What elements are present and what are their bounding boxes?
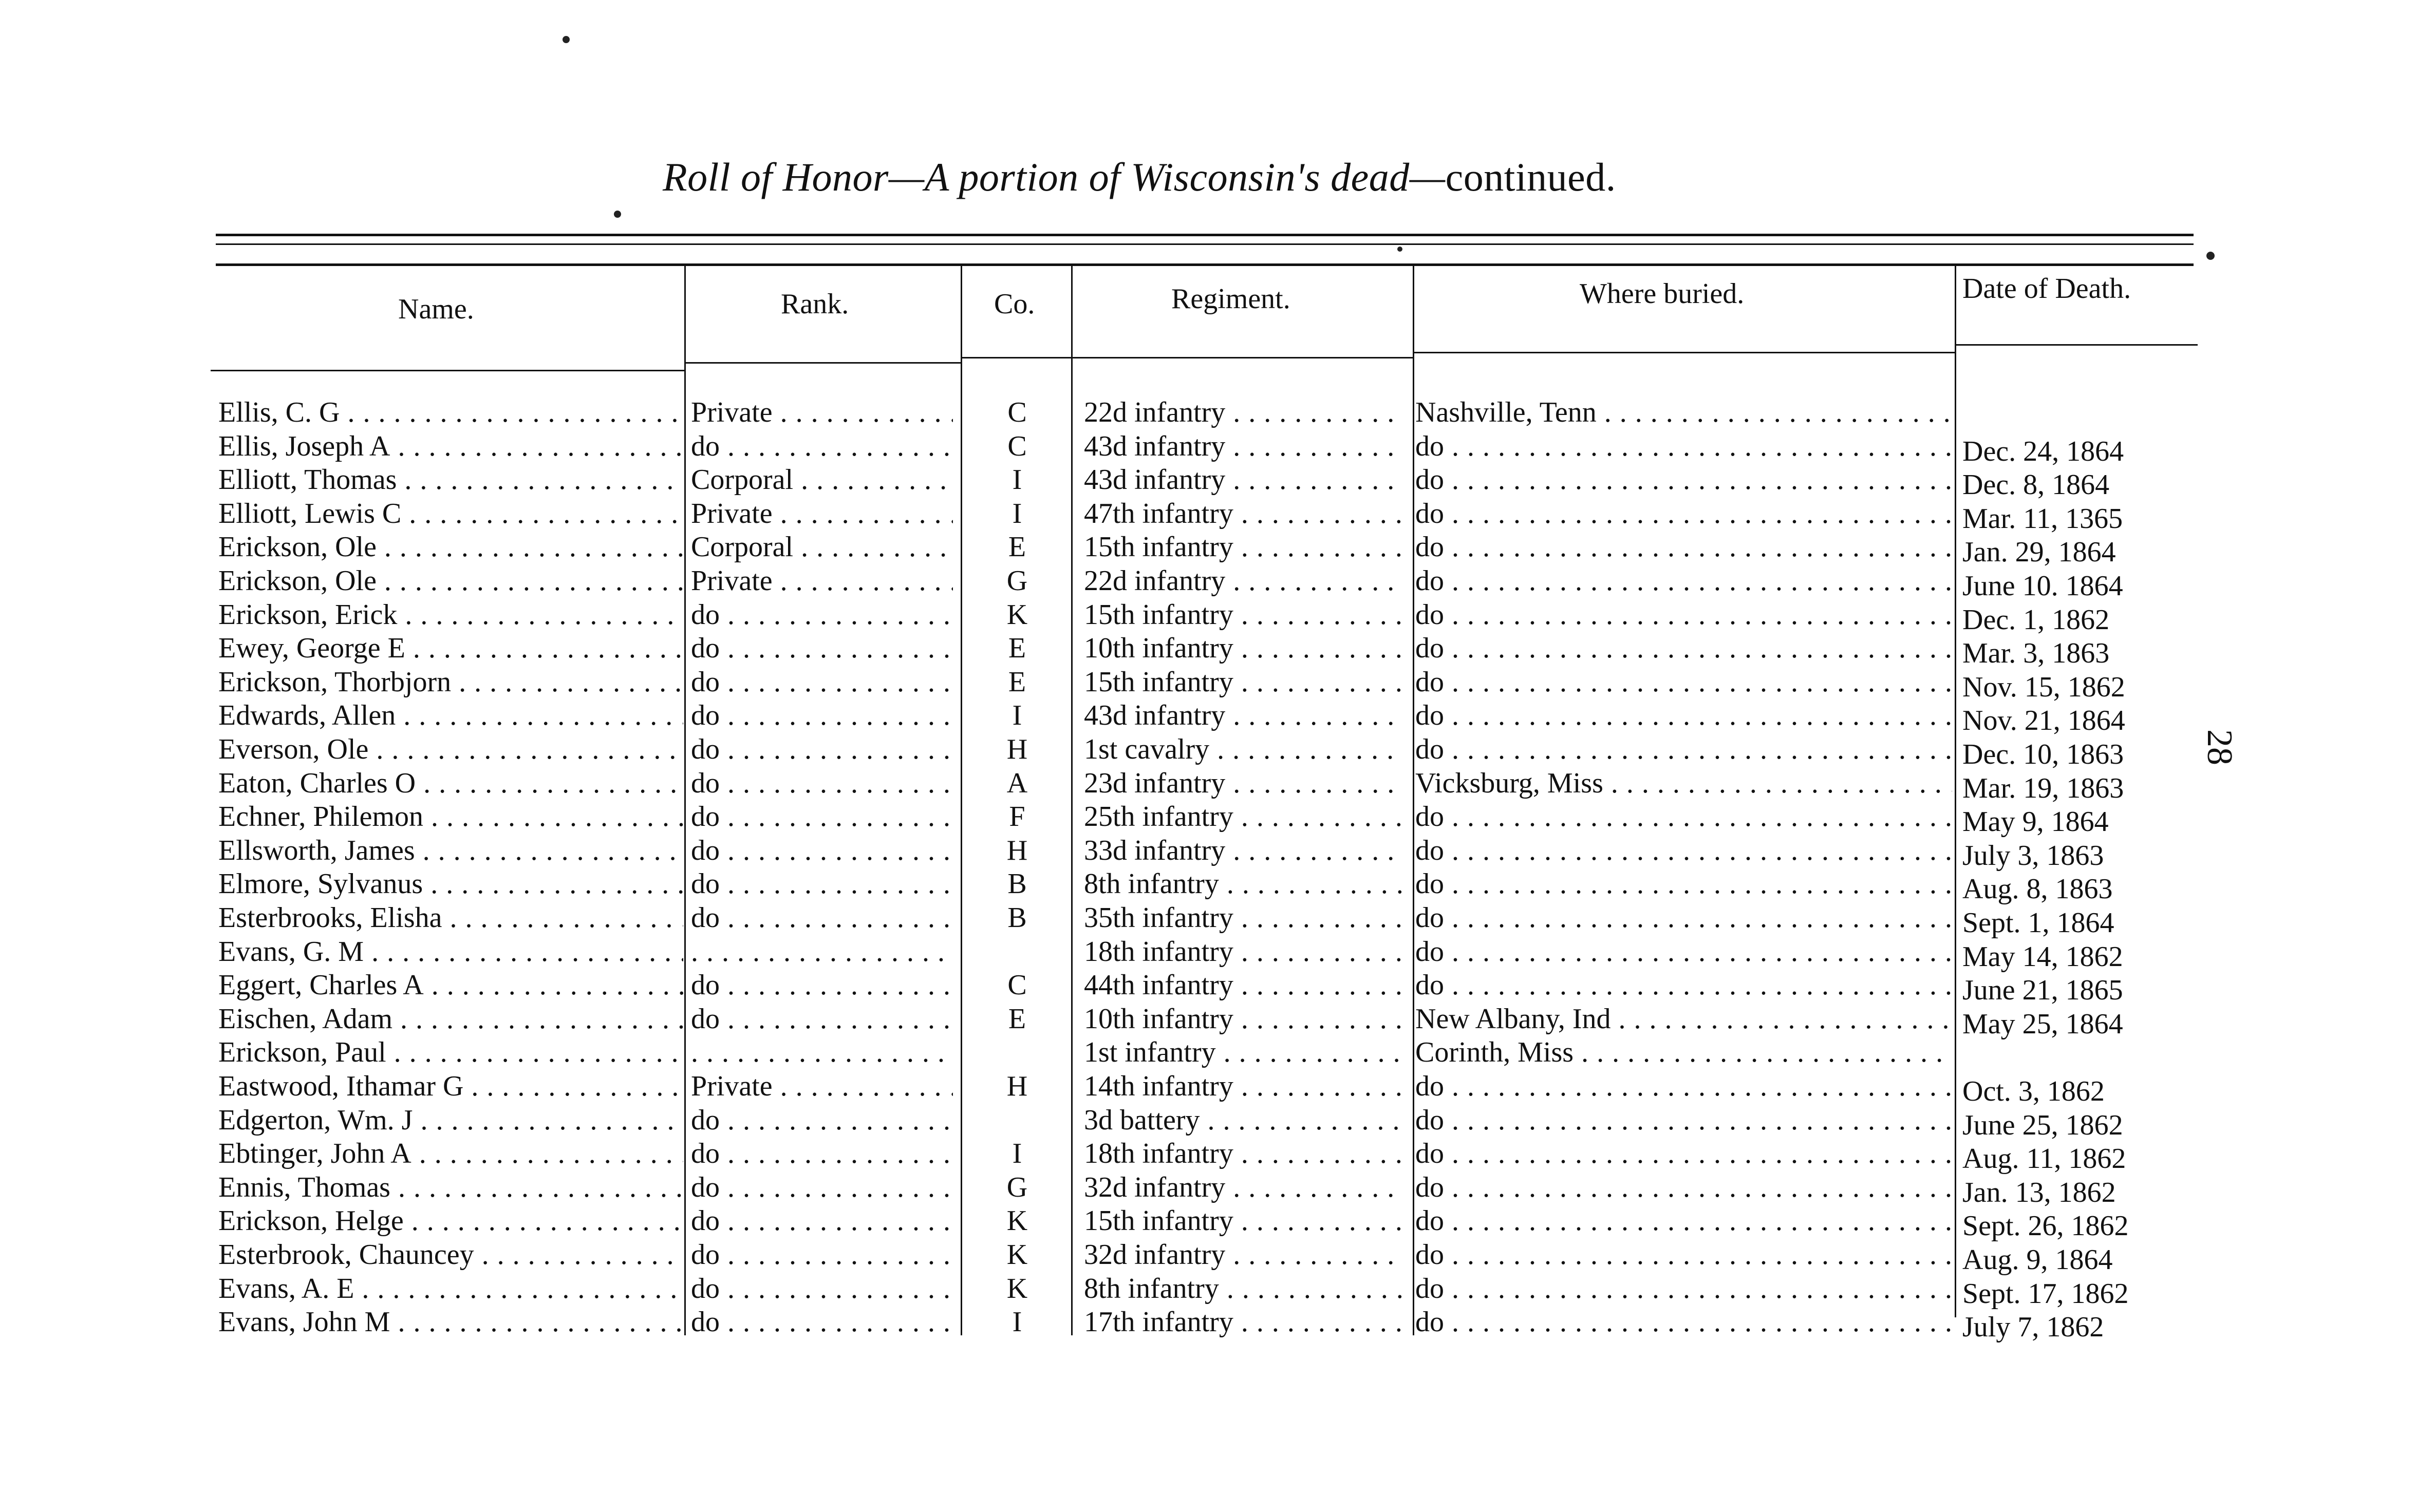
cell-rank: do . . .	[691, 698, 953, 732]
cell-rank	[691, 935, 953, 969]
cell-where-buried: do . . .	[1415, 1272, 1952, 1306]
cell-name: Edgerton, Wm. J . . .	[218, 1103, 683, 1137]
cell-date-of-death: Mar. 3, 1863	[1962, 637, 2110, 670]
cell-date-of-death: Dec. 10, 1863	[1962, 739, 2124, 770]
cell-date-of-death: Dec. 1, 1862	[1962, 603, 2110, 636]
cell-regiment: 32d infantry . . .	[1084, 1170, 1402, 1204]
table-row	[0, 901, 2435, 939]
cell-name: Erickson, Ole . . .	[218, 530, 683, 564]
cell-name: Elliott, Thomas . . .	[218, 463, 683, 497]
cell-company: E	[1008, 1003, 1026, 1035]
title-continued: continued.	[1445, 155, 1616, 199]
scan-speck	[563, 36, 570, 43]
cell-name: Erickson, Helge . . .	[218, 1204, 683, 1238]
table-row	[0, 698, 2435, 737]
cell-name: Elliott, Lewis C . . .	[218, 497, 683, 531]
cell-where-buried: do . . .	[1415, 1069, 1952, 1103]
cell-regiment: 43d infantry . . .	[1084, 698, 1402, 732]
header-underline	[962, 357, 1071, 358]
table-row	[0, 1002, 2435, 1040]
cell-where-buried: do . . .	[1415, 1103, 1952, 1137]
cell-regiment: 18th infantry . . .	[1084, 935, 1402, 969]
cell-company: G	[1006, 1171, 1028, 1203]
table-row	[0, 429, 2435, 467]
cell-date-of-death: Mar. 19, 1863	[1962, 772, 2124, 804]
cell-rank: do . . .	[691, 1204, 953, 1238]
cell-date-of-death: Jan. 29, 1864	[1962, 536, 2116, 569]
cell-regiment: 15th infantry . . .	[1084, 665, 1402, 699]
cell-regiment: 33d infantry . . .	[1084, 834, 1402, 867]
cell-name: Ellis, Joseph A . . .	[218, 429, 683, 463]
cell-name: Eggert, Charles A . . .	[218, 968, 683, 1002]
cell-regiment: 43d infantry . . .	[1084, 429, 1402, 463]
cell-date-of-death: Aug. 8, 1863	[1962, 873, 2113, 905]
cell-date-of-death: Oct. 3, 1862	[1962, 1075, 2105, 1107]
cell-name: Eaton, Charles O . . .	[218, 766, 683, 800]
cell-date-of-death: Dec. 24, 1864	[1962, 435, 2124, 467]
table-row	[0, 1204, 2435, 1242]
cell-where-buried: do . . .	[1415, 564, 1952, 598]
cell-regiment: 1st infantry . . .	[1084, 1035, 1402, 1069]
table-row	[0, 395, 2435, 429]
table-row	[0, 598, 2435, 636]
cell-where-buried: do . . .	[1415, 631, 1952, 665]
cell-rank: do . . .	[691, 1272, 953, 1306]
header-name: Name.	[398, 293, 474, 325]
cell-name: Everson, Ole . . .	[218, 732, 683, 766]
cell-company: I	[1012, 700, 1022, 732]
page-number: 28	[2200, 729, 2239, 765]
scan-speck	[614, 211, 621, 218]
cell-date-of-death: May 9, 1864	[1962, 806, 2109, 838]
cell-regiment: 8th infantry . . .	[1084, 1272, 1402, 1306]
cell-regiment: 8th infantry . . .	[1084, 867, 1402, 901]
page-title	[663, 154, 1616, 200]
table-row	[0, 732, 2435, 770]
cell-rank: Private . . .	[691, 564, 953, 598]
cell-rank: Private . . .	[691, 1069, 953, 1103]
header-underline	[686, 362, 962, 364]
cell-date-of-death: Dec. 8, 1864	[1962, 469, 2110, 501]
cell-name: Ellis, C. G . . .	[218, 395, 683, 429]
cell-regiment: 15th infantry . . .	[1084, 530, 1402, 564]
cell-name: Ebtinger, John A . . .	[218, 1137, 683, 1170]
cell-where-buried: do . . .	[1415, 1204, 1952, 1238]
cell-regiment: 47th infantry . . .	[1084, 497, 1402, 531]
cell-company: I	[1012, 464, 1022, 496]
table-row	[0, 968, 2435, 1007]
cell-rank: do . . .	[691, 901, 953, 935]
cell-date-of-death: Jan. 13, 1862	[1962, 1176, 2116, 1208]
cell-where-buried: Corinth, Miss . . .	[1415, 1035, 1952, 1069]
header-underline	[1073, 357, 1413, 358]
table-row	[0, 1305, 2435, 1344]
cell-rank: do . . .	[691, 766, 953, 800]
cell-where-buried: do . . .	[1415, 698, 1952, 732]
cell-rank: Corporal . . .	[691, 530, 953, 564]
header-underline	[1414, 352, 1955, 353]
cell-company: H	[1006, 1070, 1028, 1102]
cell-company: I	[1012, 1138, 1022, 1170]
cell-rank: do . . .	[691, 800, 953, 834]
cell-date-of-death: July 7, 1862	[1962, 1311, 2104, 1344]
cell-regiment: 1st cavalry . . .	[1084, 732, 1402, 766]
cell-company: G	[1006, 565, 1028, 597]
cell-where-buried: Vicksburg, Miss . . .	[1415, 766, 1952, 800]
cell-regiment: 17th infantry . . .	[1084, 1305, 1402, 1339]
cell-name: Ewey, George E . . .	[218, 631, 683, 665]
header-rank: Rank.	[781, 288, 849, 320]
table-row	[0, 564, 2435, 602]
cell-company: K	[1006, 1272, 1028, 1305]
cell-where-buried: do . . .	[1415, 429, 1952, 463]
cell-regiment: 18th infantry . . .	[1084, 1137, 1402, 1170]
table-row	[0, 935, 2435, 973]
cell-date-of-death: Mar. 11, 1365	[1962, 502, 2123, 535]
cell-rank: Corporal . . .	[691, 463, 953, 497]
cell-rank: do . . .	[691, 429, 953, 463]
cell-where-buried: do . . .	[1415, 968, 1952, 1002]
cell-company: I	[1012, 1306, 1022, 1338]
cell-regiment: 43d infantry . . .	[1084, 463, 1402, 497]
cell-where-buried: do . . .	[1415, 1305, 1952, 1339]
cell-where-buried: do . . .	[1415, 1170, 1952, 1204]
table-row	[0, 834, 2435, 872]
top-rule-thin	[216, 243, 2194, 245]
cell-regiment: 15th infantry . . .	[1084, 598, 1402, 632]
cell-company: F	[1009, 801, 1025, 833]
cell-where-buried: do . . .	[1415, 732, 1952, 766]
cell-name: Ennis, Thomas . . .	[218, 1170, 683, 1204]
cell-rank: do . . .	[691, 732, 953, 766]
cell-where-buried: do . . .	[1415, 1137, 1952, 1170]
cell-where-buried: do . . .	[1415, 530, 1952, 564]
cell-rank: Private . . .	[691, 395, 953, 429]
cell-company: B	[1007, 902, 1027, 934]
cell-company: E	[1008, 531, 1026, 563]
cell-rank: do . . .	[691, 665, 953, 699]
table-row	[0, 1035, 2435, 1069]
cell-where-buried: do . . .	[1415, 834, 1952, 867]
cell-name: Evans, G. M . . .	[218, 935, 683, 969]
cell-where-buried: do . . .	[1415, 867, 1952, 901]
cell-where-buried: do . . .	[1415, 1238, 1952, 1272]
table-row	[0, 497, 2435, 535]
cell-regiment: 35th infantry . . .	[1084, 901, 1402, 935]
cell-name: Erickson, Ole . . .	[218, 564, 683, 598]
cell-regiment: 22d infantry . . .	[1084, 395, 1402, 429]
table-row	[0, 1137, 2435, 1175]
cell-name: Elmore, Sylvanus . . .	[218, 867, 683, 901]
cell-company: I	[1012, 497, 1022, 530]
cell-rank: do . . .	[691, 834, 953, 867]
cell-date-of-death: May 14, 1862	[1962, 940, 2123, 973]
table-row	[0, 1069, 2435, 1107]
header-regiment: Regiment.	[1171, 283, 1290, 315]
cell-date-of-death: Nov. 15, 1862	[1962, 671, 2125, 703]
cell-where-buried: do . . .	[1415, 598, 1952, 632]
scan-speck	[1397, 247, 1402, 252]
top-rule	[216, 234, 2194, 236]
cell-rank: do . . .	[691, 1137, 953, 1170]
cell-regiment: 22d infantry . . .	[1084, 564, 1402, 598]
cell-regiment: 23d infantry . . .	[1084, 766, 1402, 800]
cell-name: Erickson, Thorbjorn . . .	[218, 665, 683, 699]
table-row	[0, 1238, 2435, 1276]
cell-company: K	[1006, 1239, 1028, 1271]
cell-where-buried: New Albany, Ind . . .	[1415, 1002, 1952, 1036]
cell-name: Erickson, Paul . . .	[218, 1035, 683, 1069]
cell-company: C	[1007, 430, 1027, 462]
cell-company: K	[1006, 598, 1028, 631]
cell-name: Ellsworth, James . . .	[218, 834, 683, 867]
cell-where-buried: do . . .	[1415, 497, 1952, 531]
header-top-rule	[216, 263, 2194, 266]
cell-regiment: 10th infantry . . .	[1084, 631, 1402, 665]
cell-name: Echner, Philemon . . .	[218, 800, 683, 834]
cell-regiment: 32d infantry . . .	[1084, 1238, 1402, 1272]
cell-date-of-death: June 10. 1864	[1962, 570, 2123, 602]
header-underline	[1956, 344, 2198, 346]
cell-company: H	[1006, 834, 1028, 866]
cell-name: Edwards, Allen . . .	[218, 698, 683, 732]
cell-rank: do . . .	[691, 1002, 953, 1036]
cell-regiment: 25th infantry . . .	[1084, 800, 1402, 834]
scan-speck	[2206, 252, 2215, 260]
cell-regiment: 15th infantry . . .	[1084, 1204, 1402, 1238]
cell-regiment: 14th infantry . . .	[1084, 1069, 1402, 1103]
cell-company: H	[1006, 733, 1028, 765]
cell-name: Eastwood, Ithamar G . . .	[218, 1069, 683, 1103]
cell-date-of-death: Aug. 11, 1862	[1962, 1143, 2126, 1175]
cell-company: E	[1008, 666, 1026, 698]
table-row	[0, 800, 2435, 838]
cell-rank: do . . .	[691, 1170, 953, 1204]
header-where-buried: Where buried.	[1580, 278, 1745, 310]
cell-name: Esterbrooks, Elisha . . .	[218, 901, 683, 935]
cell-name: Eischen, Adam . . .	[218, 1002, 683, 1036]
cell-rank: Private . . .	[691, 497, 953, 531]
cell-date-of-death: Aug. 9, 1864	[1962, 1244, 2113, 1276]
cell-rank: do . . .	[691, 1305, 953, 1339]
table-row	[0, 1272, 2435, 1310]
cell-company: B	[1007, 868, 1027, 900]
cell-date-of-death: June 25, 1862	[1962, 1109, 2123, 1141]
cell-regiment: 44th infantry . . .	[1084, 968, 1402, 1002]
cell-company: A	[1006, 767, 1028, 799]
cell-rank: do . . .	[691, 1103, 953, 1137]
cell-company: E	[1008, 632, 1026, 665]
cell-name: Esterbrook, Chauncey . . .	[218, 1238, 683, 1272]
table-row	[0, 631, 2435, 670]
table-row	[0, 665, 2435, 703]
cell-rank	[691, 1035, 953, 1069]
cell-date-of-death: Nov. 21, 1864	[1962, 705, 2125, 737]
cell-name: Evans, A. E . . .	[218, 1272, 683, 1306]
cell-name: Evans, John M . . .	[218, 1305, 683, 1339]
cell-company: C	[1007, 969, 1027, 1001]
cell-date-of-death: July 3, 1863	[1962, 839, 2104, 872]
cell-where-buried: do . . .	[1415, 463, 1952, 497]
cell-company: K	[1006, 1205, 1028, 1237]
cell-date-of-death: June 21, 1865	[1962, 974, 2123, 1007]
cell-date-of-death: Sept. 17, 1862	[1962, 1277, 2129, 1310]
cell-rank: do . . .	[691, 867, 953, 901]
table-row	[0, 1103, 2435, 1141]
table-row	[0, 867, 2435, 905]
cell-where-buried: do . . .	[1415, 935, 1952, 969]
cell-rank: do . . .	[691, 598, 953, 632]
cell-regiment: 3d battery . . .	[1084, 1103, 1402, 1137]
table-row	[0, 1170, 2435, 1208]
table-row	[0, 766, 2435, 804]
cell-date-of-death: May 25, 1864	[1962, 1008, 2123, 1040]
cell-where-buried: do . . .	[1415, 665, 1952, 699]
header-co: Co.	[994, 288, 1035, 320]
cell-date-of-death: Sept. 26, 1862	[1962, 1210, 2129, 1242]
cell-date-of-death: Sept. 1, 1864	[1962, 907, 2114, 939]
header-date-of-death: Date of Death.	[1962, 273, 2131, 305]
table-row	[0, 530, 2435, 569]
cell-rank: do . . .	[691, 968, 953, 1002]
cell-rank: do . . .	[691, 1238, 953, 1272]
cell-regiment: 10th infantry . . .	[1084, 1002, 1402, 1036]
cell-where-buried: do . . .	[1415, 901, 1952, 935]
header-underline	[211, 370, 686, 371]
cell-where-buried: do . . .	[1415, 800, 1952, 834]
cell-company: C	[1007, 396, 1027, 428]
table-row	[0, 463, 2435, 501]
cell-rank: do . . .	[691, 631, 953, 665]
cell-name: Erickson, Erick . . .	[218, 598, 683, 632]
cell-where-buried: Nashville, Tenn . . .	[1415, 395, 1952, 429]
title-italic: Roll of Honor—A portion of Wisconsin's dead—	[663, 155, 1446, 199]
